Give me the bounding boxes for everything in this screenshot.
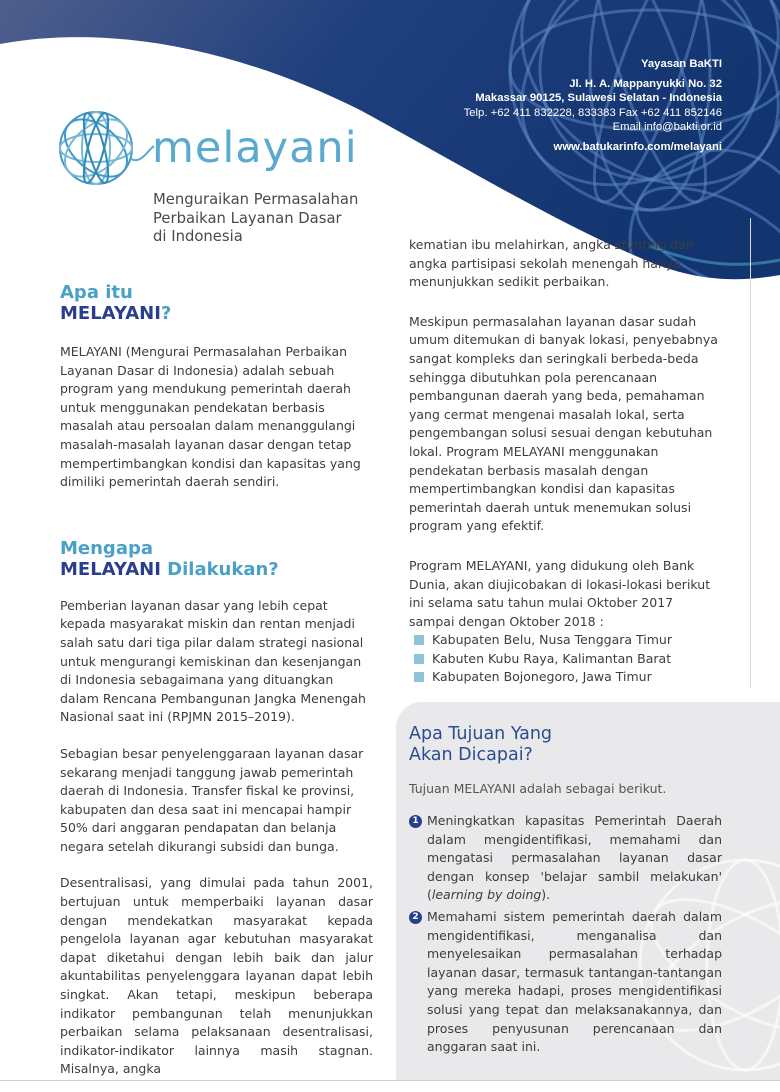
column-divider	[750, 218, 751, 688]
right-p1-em: stunting	[614, 237, 667, 252]
why-paragraph-3: Desentralisasi, yang dimulai pada tahun 2001, bertujuan untuk memperbaiki layanan dasar dengan mendekatkan masyarakat kepada pengelola layanan agar kebutuhan masyarakat dapat diketahui dengan lebih baik dan jalur akuntabilitas penyelenggara layanan dapat lebih singkat. Akan tetapi, meskipun beberapa indikator pembangunan telah menunjukkan perbaikan selama pelaksanaan desentralisasi, indikator-indikator lainnya masih stagnan. Misalnya, angka	[60, 875, 373, 1077]
logo-subtitle	[153, 191, 358, 247]
heading-why	[60, 538, 373, 580]
left-column	[60, 282, 373, 1079]
heading-why-rest: Dilakukan?	[160, 558, 279, 580]
org-address-1: Jl. H. A. Mappanyukki No. 32	[569, 78, 722, 91]
why-paragraph-1: Pemberian layanan dasar yang lebih cepat kepada masyarakat miskin dan rentan menjadi salah satu dari tiga pilar dalam strategi nasional untuk mengurangi kemiskinan dan kesenjangan di Indonesia sebagaimana yang dituangkan dalam Rencana Pembangunan Jangka Menengah Nasional saat ini (RPJMN 2015–2019).	[60, 597, 366, 725]
bullet-square-icon	[414, 635, 424, 645]
right-paragraph-1	[409, 236, 722, 292]
location-item: Kabupaten Belu, Nusa Tenggara Timur	[409, 631, 722, 650]
heading-what-q: ?	[160, 303, 172, 324]
location-list	[409, 631, 722, 687]
org-email[interactable]: Email info@bakti.or.id	[612, 120, 722, 133]
goals-intro: Tujuan MELAYANI adalah sebagai berikut.	[409, 781, 667, 796]
logo-wordmark: melayani	[152, 123, 358, 173]
heading-why-line1: Mengapa	[60, 537, 153, 559]
number-badge-icon: 1	[409, 815, 422, 828]
right-p1-b: dan angka partisipasi sekolah menengah hanya menunjukkan sedikit perbaikan.	[409, 237, 694, 290]
goal-text-1: Meningkatkan kapasitas Pemerintah Daerah dalam mengidentifikasi, memahami dan mengatasi permasalahan layanan dasar dengan konsep 'belajar sambil melakukan' (learning by doing).	[427, 813, 722, 903]
contact-block	[392, 57, 722, 154]
goal-item-2	[409, 908, 722, 1057]
right-paragraph-3: Program MELAYANI, yang didukung oleh Bank Dunia, akan diujicobakan di lokasi-lokasi berikut ini selama satu tahun mulai Oktober 2017 sampai dengan Oktober 2018 :	[409, 557, 711, 629]
right-p1-a: kematian ibu melahirkan, angka	[409, 237, 615, 252]
org-phone: Telp. +62 411 832228, 833383 Fax +62 411 852146	[463, 106, 722, 119]
org-website-link[interactable]: www.batukarinfo.com/melayani	[553, 141, 722, 154]
subtitle-line: Menguraikan Permasalahan	[153, 191, 359, 208]
number-badge-icon: 2	[409, 911, 422, 924]
bullet-square-icon	[414, 672, 424, 682]
right-paragraph-2: Meskipun permasalahan layanan dasar sudah umum ditemukan di banyak lokasi, penyebabnya sangat kompleks dan seringkali berbeda-beda sehingga dibutuhkan pola perencanaan pembangunan daerah yang beda, pemahaman yang cermat mengenai masalah lokal, serta pengembangan solusi sesuai dengan kebutuhan lokal. Program MELAYANI menggunakan pendekatan berbasis masalah dengan mempertimbangkan kondisi dan kapasitas pemerintah daerah untuk menemukan solusi program yang efektif.	[409, 313, 718, 534]
globe-icon	[56, 108, 154, 188]
location-item: Kabuten Kubu Raya, Kalimantan Barat	[409, 650, 722, 669]
goals-heading	[409, 724, 552, 766]
heading-why-strong: MELAYANI	[60, 558, 161, 580]
subtitle-line: di Indonesia	[153, 228, 243, 245]
heading-what	[60, 282, 373, 324]
org-address-2: Makassar 90125, Sulawesi Selatan - Indonesia	[475, 92, 722, 105]
goals-heading-line2: Akan Dicapai?	[409, 745, 533, 765]
goal-item-1	[409, 812, 722, 905]
heading-what-line1: Apa itu	[60, 282, 133, 303]
bullet-square-icon	[414, 654, 424, 664]
what-body: MELAYANI (Mengurai Permasalahan Perbaikan Layanan Dasar di Indonesia) adalah sebuah program yang mendukung pemerintah daerah untuk menggunakan pendekatan berbasis masalah atau persoalan dalam menanggulangi masalah-masalah layanan dasar dengan tetap mempertimbangkan kondisi dan kapasitas yang dimiliki pemerintah daerah sendiri.	[60, 344, 361, 490]
org-name: Yayasan BaKTI	[640, 58, 722, 70]
melayani-logo	[56, 106, 376, 196]
why-paragraph-2: Sebagian besar penyelenggaraan layanan dasar sekarang menjadi tanggung jawab pemerintah daerah di Indonesia. Transfer fiskal ke provinsi, kabupaten dan desa saat ini mencapai hampir 50% dari anggaran pendapatan dan belanja negara setelah dikurangi subsidi dan bunga.	[60, 745, 364, 854]
location-item: Kabupaten Bojonegoro, Jawa Timur	[409, 668, 722, 687]
subtitle-line: Perbaikan Layanan Dasar	[153, 209, 342, 227]
footer-divider	[0, 1080, 780, 1081]
goal-text-2: Memahami sistem pemerintah daerah dalam mengidentifikasi, menganalisa dan menyelesaikan permasalahan terhadap layanan dasar, termasuk tantangan-tantangan yang mereka hadapi, proses mengidentifikasi solusi yang tepat dan melaksanakannya, dan proses penyusunan perencanaan dan anggaran saat ini.	[427, 909, 722, 1055]
right-column	[409, 236, 722, 687]
heading-what-strong: MELAYANI	[60, 303, 161, 324]
goals-heading-line1: Apa Tujuan Yang	[409, 724, 553, 744]
